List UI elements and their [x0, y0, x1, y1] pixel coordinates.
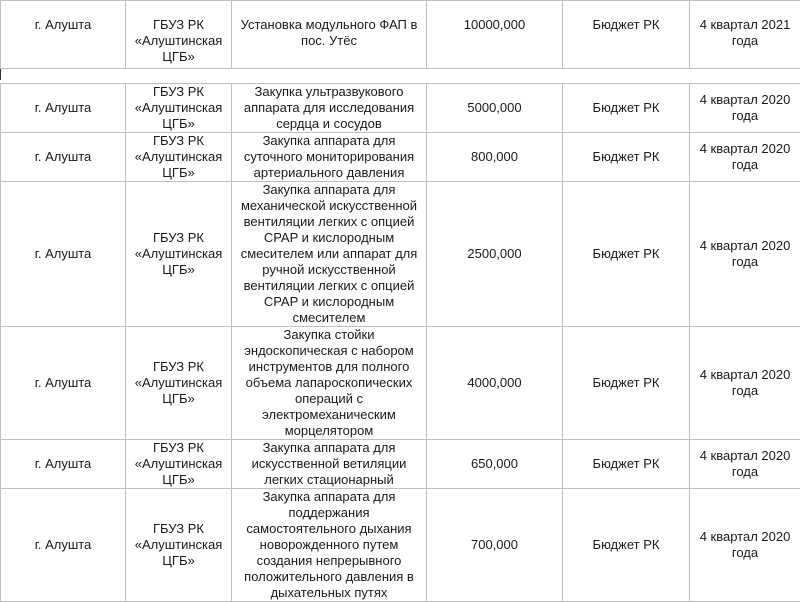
projects-table	[0, 83, 800, 602]
cell-organization: ГБУЗ РК «Алуштинская ЦГБ»	[126, 182, 232, 327]
cell-organization: ГБУЗ РК «Алуштинская ЦГБ»	[126, 1, 232, 69]
cell-work: Закупка аппарата для поддержания самостоятельного дыхания новорожденного путем создания непрерывного положительного давления в дыхательных путях	[232, 489, 427, 602]
table-row	[1, 84, 800, 133]
cell-organization: ГБУЗ РК «Алуштинская ЦГБ»	[126, 133, 232, 182]
cell-work: Закупка аппарата для суточного мониторирования артериального давления	[232, 133, 427, 182]
cell-term: 4 квартал 2021 года	[690, 1, 800, 69]
cell-price: 700,000	[427, 489, 563, 602]
cell-work: Закупка аппарата для механической искусственной вентиляции легких с опцией CPAP и кислородным смесителем или аппарат для ручной искусственной вентиляции легких с опцией CPAP и кислородным смесителем	[232, 182, 427, 327]
cell-funding: Бюджет РК	[563, 489, 690, 602]
cell-work: Закупка стойки эндоскопическая с набором инструментов для полного объема лапароскопических операций с электромеханическим морцелятором	[232, 327, 427, 440]
cell-organization: ГБУЗ РК «Алуштинская ЦГБ»	[126, 327, 232, 440]
cell-price: 5000,000	[427, 84, 563, 133]
cell-location: г. Алушта	[1, 440, 126, 489]
cell-funding: Бюджет РК	[563, 133, 690, 182]
cell-organization: ГБУЗ РК «Алуштинская ЦГБ»	[126, 489, 232, 602]
cell-work: Закупка ультразвукового аппарата для исследования сердца и сосудов	[232, 84, 427, 133]
cell-location: г. Алушта	[1, 1, 126, 69]
cell-organization: ГБУЗ РК «Алуштинская ЦГБ»	[126, 84, 232, 133]
cell-term: 4 квартал 2020 года	[690, 489, 800, 602]
cell-price: 4000,000	[427, 327, 563, 440]
cell-funding: Бюджет РК	[563, 1, 690, 69]
cell-location: г. Алушта	[1, 182, 126, 327]
cell-work: Закупка аппарата для искусственной ветиляции легких стационарный	[232, 440, 427, 489]
cell-organization: ГБУЗ РК «Алуштинская ЦГБ»	[126, 440, 232, 489]
table-row	[1, 440, 800, 489]
table-row	[1, 489, 800, 602]
cell-price: 2500,000	[427, 182, 563, 327]
cell-location: г. Алушта	[1, 133, 126, 182]
cell-term: 4 квартал 2020 года	[690, 84, 800, 133]
cell-term: 4 квартал 2020 года	[690, 327, 800, 440]
cell-location: г. Алушта	[1, 327, 126, 440]
table-row	[1, 182, 800, 327]
cell-price: 10000,000	[427, 1, 563, 69]
text-cursor	[0, 69, 1, 80]
cell-term: 4 квартал 2020 года	[690, 133, 800, 182]
cell-funding: Бюджет РК	[563, 182, 690, 327]
table-row	[1, 133, 800, 182]
cell-location: г. Алушта	[1, 84, 126, 133]
cell-work: Установка модульного ФАП в пос. Утёс	[232, 1, 427, 69]
table-row	[1, 327, 800, 440]
cell-funding: Бюджет РК	[563, 440, 690, 489]
projects-table-top	[0, 0, 800, 69]
cell-price: 650,000	[427, 440, 563, 489]
cell-price: 800,000	[427, 133, 563, 182]
cell-funding: Бюджет РК	[563, 84, 690, 133]
cell-funding: Бюджет РК	[563, 327, 690, 440]
cell-location: г. Алушта	[1, 489, 126, 602]
cell-term: 4 квартал 2020 года	[690, 440, 800, 489]
table-row	[1, 1, 800, 69]
cell-term: 4 квартал 2020 года	[690, 182, 800, 327]
